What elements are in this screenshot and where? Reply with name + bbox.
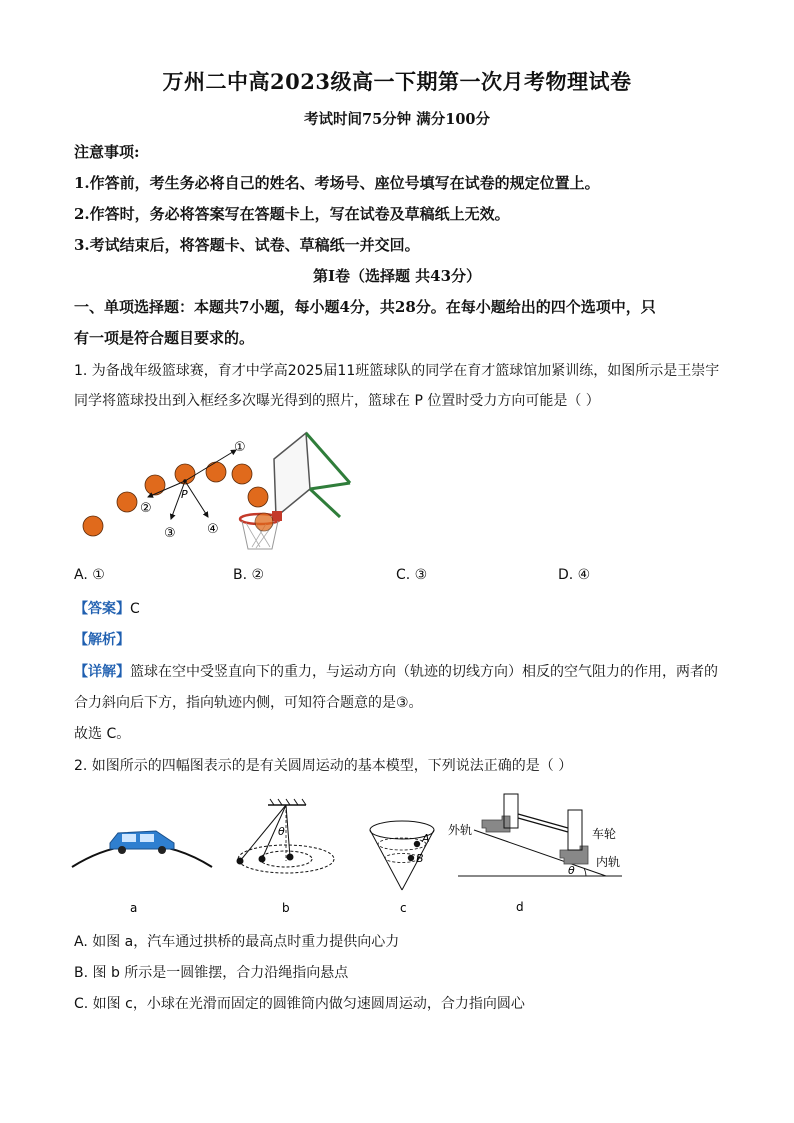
q2-figure-b: [228, 797, 348, 920]
q1-option-c: C. ③: [396, 567, 428, 583]
detail-tag: 【详解】: [74, 664, 130, 680]
outer-rail-block: [482, 816, 510, 832]
note-item-2: 2.作答时，务必将答案写在答题卡上，写在试卷及草稿纸上无效。: [74, 205, 510, 223]
q2-figure-d: [446, 788, 626, 920]
arrow-label-4: ④: [207, 522, 219, 537]
car-icon: [110, 831, 174, 854]
q2-figure-c: [362, 820, 444, 920]
q2-figure-a: [70, 815, 215, 920]
fig-d-theta: θ: [568, 864, 575, 877]
q1-option-a: A. ①: [74, 567, 105, 583]
arrow-label-2: ②: [140, 501, 152, 516]
q2-option-a: A. 如图 a，汽车通过拱桥的最高点时重力提供向心力: [74, 934, 400, 950]
answer-value: C: [130, 601, 140, 617]
fig-a-label: a: [130, 901, 138, 915]
q1-option-b: B. ②: [233, 567, 265, 583]
q1-basketball-figure: [70, 425, 360, 555]
note-item-1: 1.作答前，考生务必将自己的姓名、考场号、座位号填写在试卷的规定位置上。: [74, 174, 600, 192]
q2-option-c: C. 如图 c，小球在光滑而固定的圆锥筒内做匀速圆周运动，合力指向圆心: [74, 996, 525, 1012]
fig-d-inner-rail: 内轨: [596, 855, 621, 869]
part-heading: 第Ⅰ卷（选择题 共43分）: [312, 267, 482, 285]
q1-stem-line1: 1. 为备战年级篮球赛，育才中学高2025届11班篮球队的同学在育才篮球馆加紧训练，如图所示是王崇宇: [74, 363, 720, 379]
analysis-tag: 【解析】: [74, 632, 130, 648]
q2-option-b: B. 图 b 所示是一圆锥摆，合力沿绳指向悬点: [74, 965, 349, 981]
label-p: P: [181, 488, 188, 501]
answer-tag: 【答案】: [74, 601, 130, 617]
fig-c-point-a: A: [422, 832, 430, 845]
page-title: 万州二中高2023级高一下期第一次月考物理试卷: [162, 69, 632, 94]
note-item-3: 3.考试结束后，将答题卡、试卷、草稿纸一并交回。: [74, 236, 420, 254]
section-instruction-line1: 一、单项选择题：本题共7小题，每小题4分，共28分。在每小题给出的四个选项中，只: [74, 298, 656, 316]
notes-heading: 注意事项:: [74, 143, 140, 161]
fig-d-label: d: [516, 900, 524, 914]
detail-line2: 合力斜向后下方，指向轨迹内侧，可知符合题意的是③。: [74, 695, 423, 711]
arrow-label-1: ①: [234, 440, 246, 455]
detail-line1: 篮球在空中受竖直向下的重力，与运动方向（轨迹的切线方向）相反的空气阻力的作用，两者的: [130, 664, 718, 680]
fig-b-label: b: [282, 901, 290, 915]
fig-c-label: c: [400, 901, 407, 915]
fig-b-theta: θ: [278, 825, 285, 838]
exam-info: 考试时间75分钟 满分100分: [304, 111, 490, 128]
fig-d-wheel: 车轮: [592, 827, 617, 841]
detail-conclusion: 故选 C。: [74, 726, 131, 742]
section-instruction-line2: 有一项是符合题目要求的。: [74, 329, 255, 347]
backboard: [274, 433, 310, 517]
fig-c-point-b: B: [416, 852, 424, 865]
q1-option-d: D. ④: [558, 567, 591, 583]
q1-stem-line2: 同学将篮球投出到入框经多次曝光得到的照片，篮球在 P 位置时受力方向可能是（ ）: [74, 393, 600, 409]
fig-d-outer-rail: 外轨: [448, 823, 473, 837]
arrow-label-3: ③: [164, 526, 176, 541]
inner-rail-block: [560, 846, 588, 864]
q2-stem: 2. 如图所示的四幅图表示的是有关圆周运动的基本模型，下列说法正确的是（ ）: [74, 758, 573, 774]
